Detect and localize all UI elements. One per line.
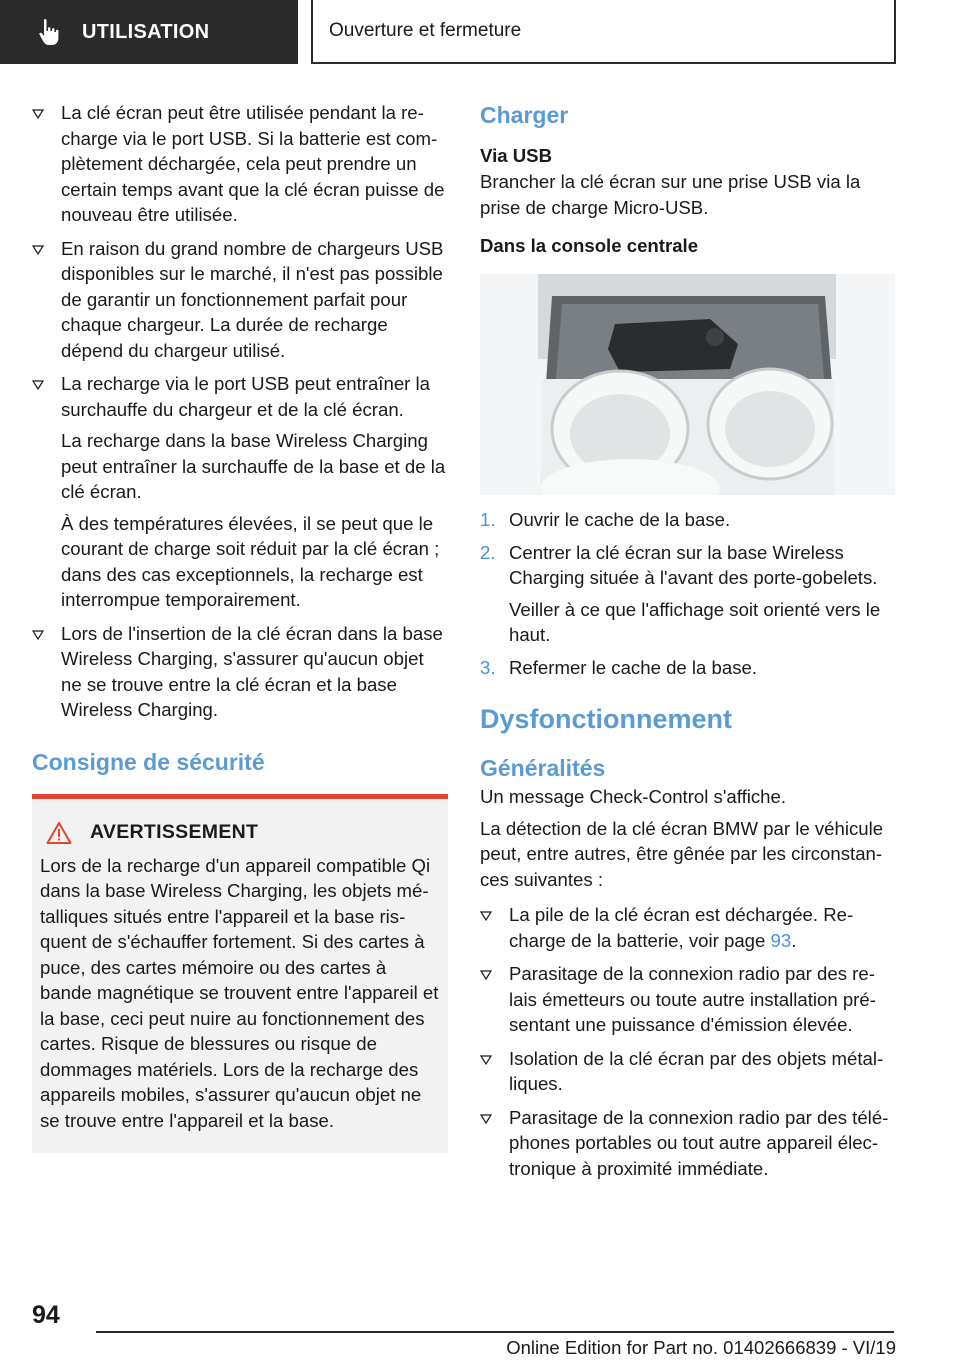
page-number: 94 — [32, 1301, 60, 1329]
footer-divider — [96, 1331, 894, 1333]
malfunction-heading: Dysfonctionnement — [480, 704, 733, 734]
usb-text: Brancher la clé écran sur une prise USB via la prise de charge Micro-USB. — [480, 171, 861, 218]
list-item — [480, 1046, 896, 1097]
list-item — [32, 371, 448, 613]
right-column — [480, 100, 896, 1189]
step-text: Centrer la clé écran sur la base Wireless Charging située à l'avant des porte-gobelets. — [509, 541, 878, 588]
footer-edition: Online Edition for Part no. 01402666839 - VI/19 — [506, 1337, 896, 1358]
list-item — [32, 621, 448, 723]
step-text: Ouvrir le cache de la base. — [509, 509, 731, 530]
triangle-bullet-icon — [480, 1055, 492, 1065]
general-paragraph: Un message Check-Control s'affiche. — [480, 786, 787, 807]
left-column — [32, 100, 448, 1153]
list-item — [480, 1105, 896, 1182]
triangle-bullet-icon — [480, 911, 492, 921]
triangle-bullet-icon — [32, 380, 44, 390]
step-number: 2. — [480, 541, 496, 563]
list-item — [32, 100, 448, 228]
safety-heading: Consigne de sécurité — [32, 748, 265, 775]
list-item-text: En raison du grand nombre de chargeurs USB disponibles sur le marché, il n'est pas possible de garantir un fonctionnement parfait pour chaque chargeur. La durée de recharge dépend du chargeur utilisé. — [61, 237, 444, 361]
header-chapter-title: Ouverture et fermeture — [329, 20, 522, 41]
warning-triangle-icon — [46, 821, 72, 845]
list-item-text: La recharge via le port USB peut entraîner la surchauffe du chargeur et de la clé écran. — [61, 373, 430, 420]
triangle-bullet-icon — [480, 970, 492, 980]
warning-box — [32, 794, 448, 1154]
warning-body: Lors de la recharge d'un appareil compatible Qi dans la base Wireless Charging, les objets métalliques situés entre l'appareil et la base risquent de s'échauffer fortement. Si des cartes à puce, des cartes mémoire ou des cartes à bande magnétique se trouvent entre l'appareil et la base, ceci peut nuire au fonctionnement des cartes. Risque de blessures ou risque de dommages matériels. Lors de la recharge des appareils mobiles, s'assurer qu'aucun objet ne se trouve entre l'appareil et la base. — [40, 854, 439, 1131]
list-item-text: Parasitage de la connexion radio par des téléphones portables ou tout autre appareil électronique à proximité immédiate. — [509, 1106, 889, 1179]
triangle-bullet-icon — [480, 1114, 492, 1124]
step-subtext: Veiller à ce que l'affichage soit orienté vers le haut. — [509, 598, 881, 645]
triangle-bullet-icon — [32, 630, 44, 640]
step-number: 3. — [480, 656, 496, 678]
general-paragraph: La détection de la clé écran BMW par le véhicule peut, entre autres, être gênée par les circonstances suivantes : — [480, 817, 884, 890]
general-heading: Généralités — [480, 755, 606, 781]
header-section-title: UTILISATION — [82, 20, 210, 43]
header-section-tab — [0, 0, 298, 64]
list-item-text: Parasitage de la connexion radio par des relais émetteurs ou toute autre installation présentant une puissance d'émission élevée. — [509, 963, 876, 1035]
hand-pointer-icon — [38, 18, 64, 46]
list-item — [480, 961, 896, 1038]
usb-heading: Via USB — [480, 145, 552, 166]
list-item — [32, 236, 448, 364]
warning-title-row — [40, 821, 440, 845]
charger-heading: Charger — [480, 102, 569, 128]
warning-title: AVERTISSEMENT — [90, 821, 259, 843]
list-item-subtext: La recharge dans la base Wireless Charging peut entraîner la surchauffe de la base et de la clé écran. — [61, 430, 446, 502]
list-item — [480, 902, 896, 953]
list-item-text: Lors de l'insertion de la clé écran dans la base Wireless Charging, s'assurer qu'aucun objet ne se trouve entre la clé écran et la base Wireless Charging. — [61, 622, 443, 720]
center-console-photo — [480, 274, 895, 495]
page-link[interactable]: 93 — [770, 929, 792, 951]
header-chapter-box — [311, 0, 896, 64]
list-item-text: La clé écran peut être utilisée pendant la recharge via le port USB. Si la batterie est complètement déchargée, cela peut prendre un certain temps avant que la clé écran puisse de nouveau être utilisée. — [61, 102, 445, 225]
step-number: 1. — [480, 509, 496, 530]
numbered-step — [480, 540, 896, 648]
triangle-bullet-icon — [32, 245, 44, 255]
numbered-step — [480, 655, 896, 681]
list-item-subtext: À des températures élevées, il se peut que le courant de charge soit réduit par la clé écran ; dans des cas exceptionnels, la recharge est interrompue temporairement. — [61, 512, 440, 610]
triangle-bullet-icon — [32, 109, 44, 119]
console-heading: Dans la console centrale — [480, 235, 699, 256]
list-item-text: Isolation de la clé écran par des objets métalliques. — [509, 1047, 884, 1094]
list-item-text: La pile de la clé écran est déchargée. Recharge de la batterie, voir page 93. — [509, 904, 854, 951]
numbered-step — [480, 507, 896, 533]
step-text: Refermer le cache de la base. — [509, 656, 758, 678]
